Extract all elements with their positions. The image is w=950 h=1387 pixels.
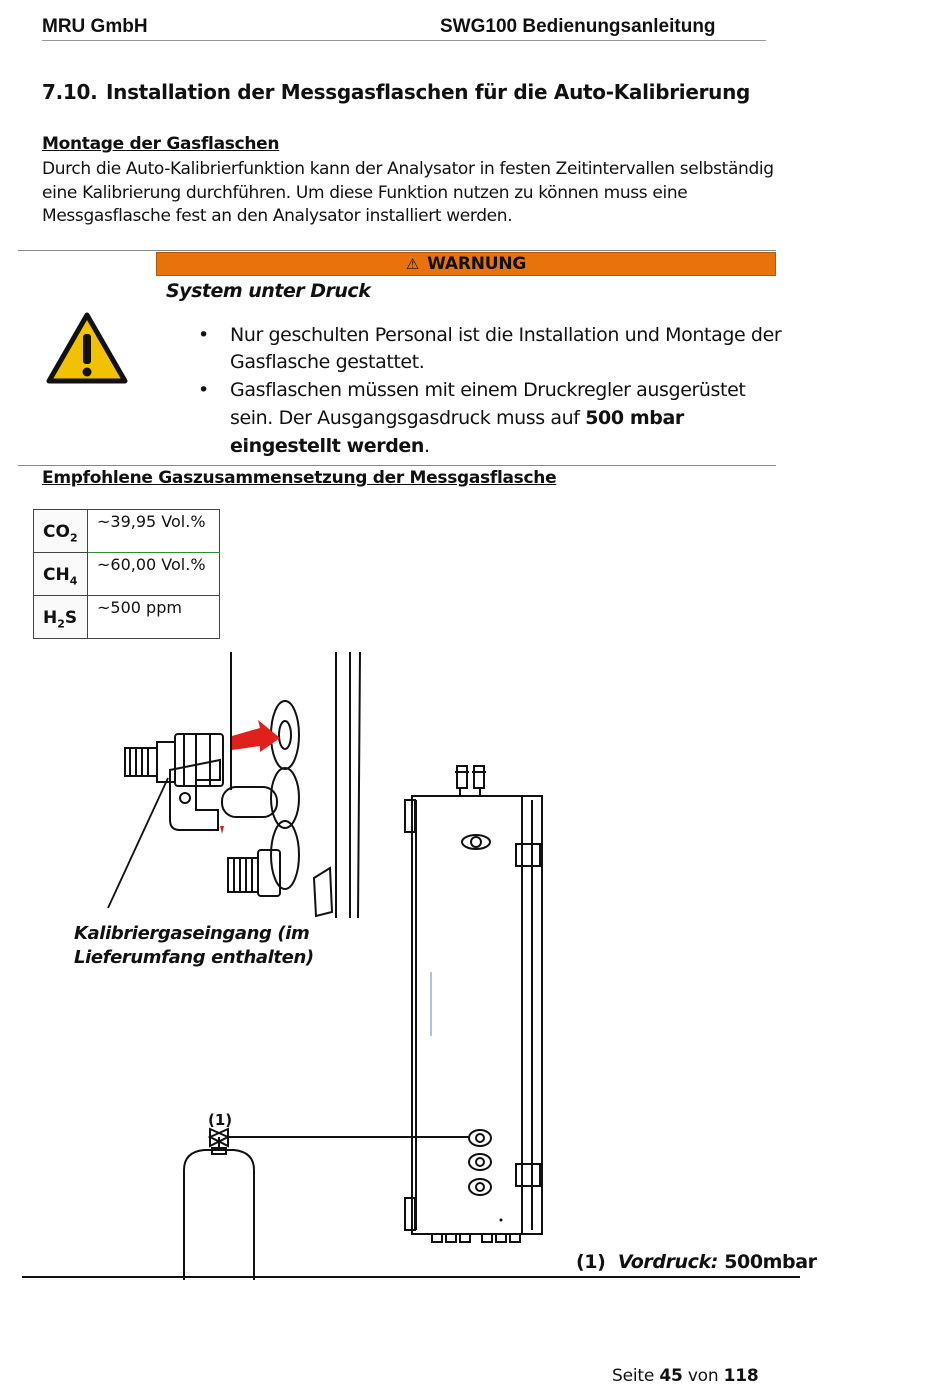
warning-bottom-rule [18, 465, 776, 466]
warning-bullet-text: Nur geschulten Personal ist die Installation und Montage der Gasflasche gestattet. [230, 324, 782, 373]
gas-formula: $CH_4$ [34, 553, 88, 596]
gas-value: ~500 ppm [88, 596, 220, 639]
mounting-text: Durch die Auto-Kalibrierfunktion kann der Analysator in festen Zeitintervallen selbständig eine Kalibrierung durchführen. Um diese Funktion nutzen zu können muss eine Messgasflasche fest an den Analysator installiert werden. [42, 159, 774, 226]
legend-number: (1) [576, 1251, 606, 1273]
table-row [34, 596, 220, 639]
warning-label: WARNUNG [427, 254, 527, 274]
section-title: Installation der Messgasflaschen für die Auto-Kalibrierung [106, 80, 751, 104]
section-heading [42, 80, 750, 104]
footer-page: 45 [659, 1366, 683, 1386]
composition-heading: Empfohlene Gaszusammensetzung der Messgasflasche [42, 468, 557, 488]
valve-label: (1) [208, 1111, 233, 1129]
gas-value: ~60,00 Vol.% [88, 553, 220, 596]
header-divider [42, 40, 766, 41]
header-company: MRU GmbH [42, 16, 148, 37]
warning-title: System unter Druck [166, 280, 371, 302]
legend-term: Vordruck: [617, 1251, 718, 1273]
warning-bullet: • Gasflaschen müssen mit einem Druckregler ausgerüstet sein. Der Ausgangsgasdruck muss auf 500 mbar eingestellt werden. [198, 379, 746, 457]
warning-triangle-icon [46, 312, 128, 384]
legend-value: 500mbar [724, 1251, 817, 1273]
table-row [34, 510, 220, 553]
analyzer-installation-diagram [170, 760, 570, 1280]
warning-pressure-emphasis: 500 mbar eingestellt werden [230, 407, 684, 457]
gas-formula: $H_2S$ [34, 596, 88, 639]
footer-total: 118 [723, 1366, 759, 1386]
warning-bullets [196, 322, 786, 460]
warning-bullet-end: . [424, 435, 430, 457]
gas-value: ~39,95 Vol.% [88, 510, 220, 553]
header-document-title: SWG100 Bedienungsanleitung [440, 16, 716, 37]
warning-bullet-text: Gasflaschen müssen mit einem Druckregler ausgerüstet sein. Der Ausgangsgasdruck muss auf [230, 379, 746, 429]
figure-baseline [22, 1276, 800, 1278]
composition-table [33, 509, 220, 639]
gas-formula: $CO_2$ [34, 510, 88, 553]
warning-bullet: • Nur geschulten Personal ist die Installation und Montage der Gasflasche gestattet. [198, 324, 782, 373]
table-row [34, 553, 220, 596]
mounting-heading: Montage der Gasflaschen [42, 134, 280, 154]
warning-top-rule [18, 250, 776, 251]
pressure-legend [576, 1251, 817, 1273]
inlet-caption-line: Kalibriergaseingang (im [74, 923, 310, 944]
warning-banner [156, 252, 776, 276]
warning-small-icon: ⚠ [405, 255, 420, 273]
footer-prefix: Seite [612, 1366, 655, 1386]
inlet-caption-line: Lieferumfang enthalten) [74, 947, 314, 968]
page-footer [612, 1366, 759, 1386]
section-number: 7.10. [42, 80, 98, 104]
footer-mid: von [687, 1366, 719, 1386]
